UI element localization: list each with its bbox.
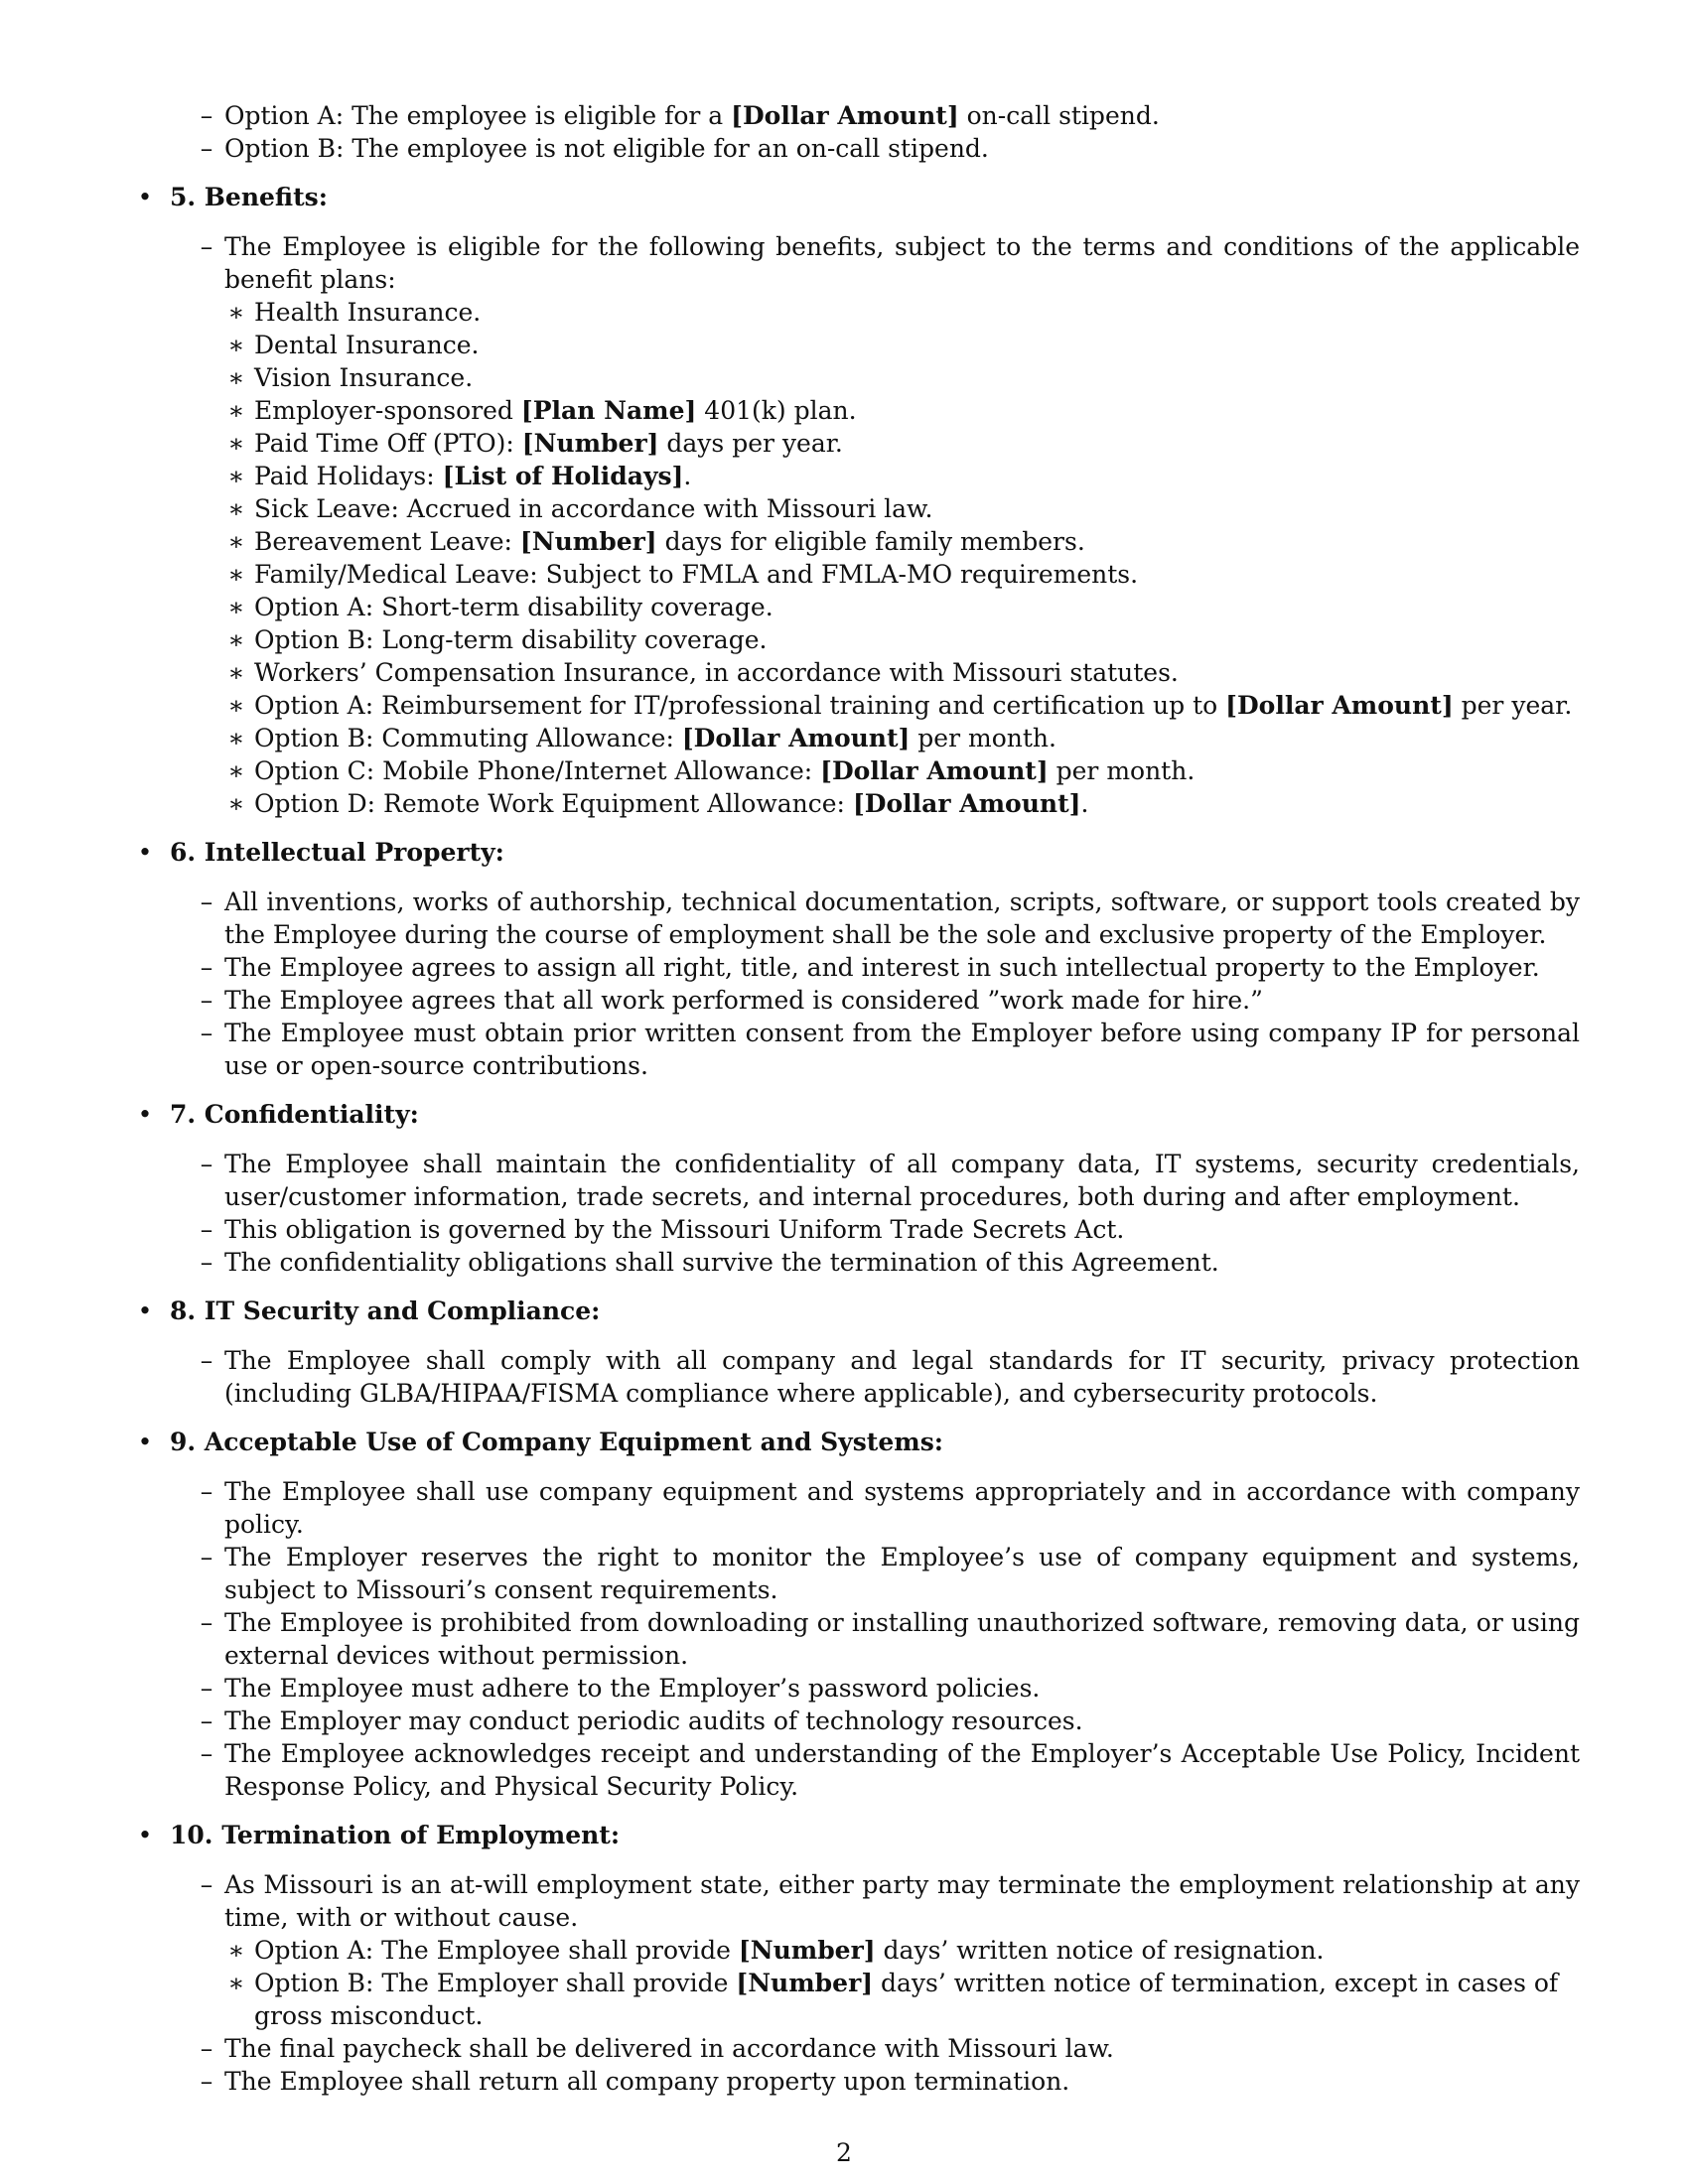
sub-item-text (254, 1967, 1580, 2032)
asterisk-bullet: ∗ (227, 429, 245, 458)
round-bullet: • (137, 1297, 153, 1325)
sub-item (224, 1934, 1580, 1967)
clause-text (224, 1213, 1580, 1246)
text-run: The Employee must obtain prior written consent from the Employer before using company IP for personal use or open-source contributions. (224, 1019, 1580, 1080)
text-run: Paid Time Off (PTO): (254, 429, 522, 458)
text-run: Option A: The employee is eligible for a (224, 101, 732, 130)
sub-item-text (254, 394, 1580, 427)
dash-bullet: – (200, 134, 213, 163)
dash-bullet: – (200, 1215, 213, 1244)
sub-item-text (254, 296, 1580, 329)
clause-text (224, 1148, 1580, 1213)
placeholder-field: [Number] (736, 1969, 874, 1997)
clause-text (224, 2032, 1580, 2065)
text-run: Option B: Commuting Allowance: (254, 724, 682, 752)
text-run: The Employee is prohibited from downloading or installing unauthorized software, removing data, or using external devices without permission. (224, 1608, 1580, 1670)
sub-item-text (254, 558, 1580, 591)
dash-bullet: – (200, 953, 213, 982)
asterisk-bullet: ∗ (227, 593, 245, 621)
text-run: Option B: The Employer shall provide (254, 1969, 737, 1997)
text-run: The Employee must adhere to the Employer’s password policies. (224, 1674, 1041, 1703)
sub-item (224, 296, 1580, 329)
placeholder-field: [Dollar Amount] (681, 724, 911, 752)
clause-text (224, 1737, 1580, 1803)
sub-item-text (254, 656, 1580, 689)
sub-item (224, 722, 1580, 754)
text-run: per month. (910, 724, 1056, 752)
clause-list (195, 230, 1580, 820)
placeholder-field: [Plan Name] (520, 396, 697, 425)
sub-item-text (254, 787, 1580, 820)
text-run: Option D: Remote Work Equipment Allowance: (254, 789, 853, 818)
asterisk-bullet: ∗ (227, 625, 245, 654)
section (135, 1819, 1580, 2098)
clause-list (195, 1148, 1580, 1279)
sub-item (224, 1967, 1580, 2032)
round-bullet: • (137, 838, 153, 867)
clause-list (195, 1868, 1580, 2098)
sub-item-text (254, 591, 1580, 623)
clause-item (195, 1737, 1580, 1803)
asterisk-bullet: ∗ (227, 331, 245, 359)
dash-bullet: – (200, 1248, 213, 1277)
section-title: 8. IT Security and Compliance: (170, 1297, 601, 1325)
section-title: 6. Intellectual Property: (170, 838, 504, 867)
text-run: The Employee shall maintain the confidentiality of all company data, IT systems, security credentials, user/customer information, trade secrets, and internal procedures, both during and after employment. (224, 1150, 1580, 1211)
section (135, 1098, 1580, 1279)
text-run: . (683, 462, 692, 490)
sub-item-text (254, 722, 1580, 754)
section (135, 1295, 1580, 1410)
sub-item (224, 754, 1580, 787)
section-title: 5. Benefits: (170, 183, 328, 211)
placeholder-field: [Number] (519, 527, 657, 556)
sub-item (224, 689, 1580, 722)
text-run: The final paycheck shall be delivered in accordance with Missouri law. (224, 2034, 1114, 2063)
asterisk-bullet: ∗ (227, 298, 245, 327)
sub-item-text (254, 525, 1580, 558)
text-run: days per year. (658, 429, 843, 458)
dash-bullet: – (200, 986, 213, 1015)
document-body (135, 99, 1580, 2098)
dash-bullet: – (200, 1477, 213, 1506)
text-run: Dental Insurance. (254, 331, 480, 359)
dash-bullet: – (200, 2034, 213, 2063)
dash-bullet: – (200, 1674, 213, 1703)
option-text (224, 101, 1160, 130)
dash-bullet: – (200, 1150, 213, 1178)
text-run: Sick Leave: Accrued in accordance with Missouri law. (254, 494, 933, 523)
section (135, 836, 1580, 1082)
sub-item (224, 558, 1580, 591)
text-run: Family/Medical Leave: Subject to FMLA and FMLA-MO requirements. (254, 560, 1139, 589)
text-run: This obligation is governed by the Missouri Uniform Trade Secrets Act. (224, 1215, 1125, 1244)
round-bullet: • (137, 183, 153, 211)
clause-text (224, 1541, 1580, 1606)
clause-item (195, 230, 1580, 820)
text-run: Workers’ Compensation Insurance, in accordance with Missouri statutes. (254, 658, 1179, 687)
asterisk-bullet: ∗ (227, 724, 245, 752)
sub-item (224, 656, 1580, 689)
clause-list (195, 886, 1580, 1082)
dash-bullet: – (200, 2067, 213, 2096)
sub-item (224, 787, 1580, 820)
clause-item (195, 1705, 1580, 1737)
clause-text (224, 1017, 1580, 1082)
sub-item-text (254, 689, 1580, 722)
sub-item (224, 623, 1580, 656)
sub-item-text (254, 427, 1580, 460)
dash-bullet: – (200, 1706, 213, 1735)
placeholder-field: [Dollar Amount] (1225, 691, 1454, 720)
clause-item (195, 1606, 1580, 1672)
dash-bullet: – (200, 1608, 213, 1637)
clause-item (195, 1541, 1580, 1606)
section-title: 9. Acceptable Use of Company Equipment and Systems: (170, 1428, 943, 1456)
clause-text (224, 1344, 1580, 1410)
asterisk-bullet: ∗ (227, 560, 245, 589)
sub-item (224, 361, 1580, 394)
sub-item (224, 591, 1580, 623)
clause-item (195, 1213, 1580, 1246)
clause-item (195, 2032, 1580, 2065)
clause-item (195, 984, 1580, 1017)
placeholder-field: [Number] (521, 429, 659, 458)
clause-text (224, 886, 1580, 951)
clause-item (195, 1672, 1580, 1705)
sub-item-text (254, 1934, 1580, 1967)
placeholder-field: [List of Holidays] (442, 462, 684, 490)
clause-item (195, 1017, 1580, 1082)
dash-bullet: – (200, 232, 213, 261)
text-run: The Employee agrees to assign all right, title, and interest in such intellectual property to the Employer. (224, 953, 1540, 982)
dash-bullet: – (200, 101, 213, 130)
clause-text (224, 1868, 1580, 1934)
sub-item (224, 427, 1580, 460)
clause-text (224, 1606, 1580, 1672)
sub-item (224, 460, 1580, 492)
section (135, 1426, 1580, 1803)
text-run: The Employee is eligible for the following benefits, subject to the terms and conditions of the applicable benefit plans: (224, 232, 1580, 294)
text-run: The Employee shall use company equipment and systems appropriately and in accordance with company policy. (224, 1477, 1580, 1539)
clause-list (195, 1475, 1580, 1803)
text-run: The Employee agrees that all work performed is considered ”work made for hire.” (224, 986, 1263, 1015)
text-run: The Employer reserves the right to monitor the Employee’s use of company equipment and systems, subject to Missouri’s consent requirements. (224, 1543, 1580, 1604)
sub-item (224, 394, 1580, 427)
clause-item (195, 1148, 1580, 1213)
clause-text (224, 984, 1580, 1017)
text-run: Vision Insurance. (254, 363, 474, 392)
text-run: The Employer may conduct periodic audits of technology resources. (224, 1706, 1083, 1735)
asterisk-bullet: ∗ (227, 396, 245, 425)
text-run: Option A: Reimbursement for IT/professional training and certification up to (254, 691, 1226, 720)
clause-item (195, 951, 1580, 984)
text-run: days for eligible family members. (656, 527, 1085, 556)
sub-item-text (254, 460, 1580, 492)
text-run: The Employee shall comply with all company and legal standards for IT security, privacy protection (including GLBA/HIPAA/FISMA compliance where applicable), and cybersecurity protocols. (224, 1346, 1580, 1408)
clause-item (195, 886, 1580, 951)
asterisk-bullet: ∗ (227, 789, 245, 818)
section-title: 7. Confidentiality: (170, 1100, 419, 1129)
text-run: Health Insurance. (254, 298, 482, 327)
clause-text (224, 230, 1580, 296)
placeholder-field: [Dollar Amount] (820, 756, 1049, 785)
text-run: days’ written notice of resignation. (875, 1936, 1325, 1965)
dash-bullet: – (200, 1870, 213, 1899)
asterisk-bullet: ∗ (227, 1969, 245, 1997)
clause-text (224, 951, 1580, 984)
text-run: All inventions, works of authorship, technical documentation, scripts, software, or support tools created by the Employee during the course of employment shall be the sole and exclusive property of the Employer. (224, 887, 1580, 949)
round-bullet: • (137, 1821, 153, 1849)
dash-bullet: – (200, 887, 213, 916)
sub-item-list (224, 1934, 1580, 2032)
sub-item (224, 329, 1580, 361)
text-run: Option B: The employee is not eligible for an on-call stipend. (224, 134, 989, 163)
sub-item-text (254, 754, 1580, 787)
text-run: Option A: Short-term disability coverage. (254, 593, 774, 621)
on-call-stipend-options (195, 99, 1580, 165)
text-run: The Employee acknowledges receipt and understanding of the Employer’s Acceptable Use Policy, Incident Response Policy, and Physical Security Policy. (224, 1739, 1580, 1801)
asterisk-bullet: ∗ (227, 527, 245, 556)
clause-item (195, 1475, 1580, 1541)
dash-bullet: – (200, 1543, 213, 1571)
clause-list (195, 1344, 1580, 1410)
clause-text (224, 1705, 1580, 1737)
section (135, 181, 1580, 820)
text-run: Option C: Mobile Phone/Internet Allowance: (254, 756, 821, 785)
sub-item-text (254, 361, 1580, 394)
sub-item-text (254, 623, 1580, 656)
page-number: 2 (836, 2138, 852, 2167)
clause-text (224, 1672, 1580, 1705)
clause-text (224, 1475, 1580, 1541)
option-text (224, 134, 989, 163)
clause-item (195, 1868, 1580, 2032)
text-run: Option A: The Employee shall provide (254, 1936, 739, 1965)
section-list (135, 181, 1580, 2098)
clause-item (195, 1344, 1580, 1410)
dash-bullet: – (200, 1019, 213, 1047)
text-run: 401(k) plan. (696, 396, 857, 425)
asterisk-bullet: ∗ (227, 658, 245, 687)
asterisk-bullet: ∗ (227, 462, 245, 490)
asterisk-bullet: ∗ (227, 363, 245, 392)
dash-bullet: – (200, 1739, 213, 1768)
placeholder-field: [Dollar Amount] (852, 789, 1081, 818)
clause-item (195, 2065, 1580, 2098)
sub-item (224, 525, 1580, 558)
round-bullet: • (137, 1100, 153, 1129)
sub-item (224, 492, 1580, 525)
text-run: days’ written notice of termination, except in cases of gross misconduct. (254, 1969, 1559, 2030)
placeholder-field: [Number] (738, 1936, 876, 1965)
text-run: Option B: Long-term disability coverage. (254, 625, 768, 654)
option-item (195, 132, 1580, 165)
asterisk-bullet: ∗ (227, 756, 245, 785)
dash-bullet: – (200, 1346, 213, 1375)
asterisk-bullet: ∗ (227, 691, 245, 720)
round-bullet: • (137, 1428, 153, 1456)
option-item (195, 99, 1580, 132)
clause-text (224, 2065, 1580, 2098)
text-run: on-call stipend. (958, 101, 1160, 130)
text-run: per month. (1048, 756, 1196, 785)
asterisk-bullet: ∗ (227, 1936, 245, 1965)
text-run: As Missouri is an at-will employment state, either party may terminate the employment relationship at any time, with or without cause. (224, 1870, 1580, 1932)
text-run: The confidentiality obligations shall survive the termination of this Agreement. (224, 1248, 1219, 1277)
text-run: Paid Holidays: (254, 462, 443, 490)
asterisk-bullet: ∗ (227, 494, 245, 523)
text-run: per year. (1453, 691, 1573, 720)
text-run: Employer-sponsored (254, 396, 521, 425)
sub-item-text (254, 492, 1580, 525)
sub-item-list (224, 296, 1580, 820)
text-run: . (1080, 789, 1089, 818)
section-title: 10. Termination of Employment: (170, 1821, 621, 1849)
placeholder-field: [Dollar Amount] (731, 101, 959, 130)
text-run: Bereavement Leave: (254, 527, 520, 556)
text-run: The Employee shall return all company property upon termination. (224, 2067, 1070, 2096)
clause-text (224, 1246, 1580, 1279)
clause-item (195, 1246, 1580, 1279)
sub-item-text (254, 329, 1580, 361)
